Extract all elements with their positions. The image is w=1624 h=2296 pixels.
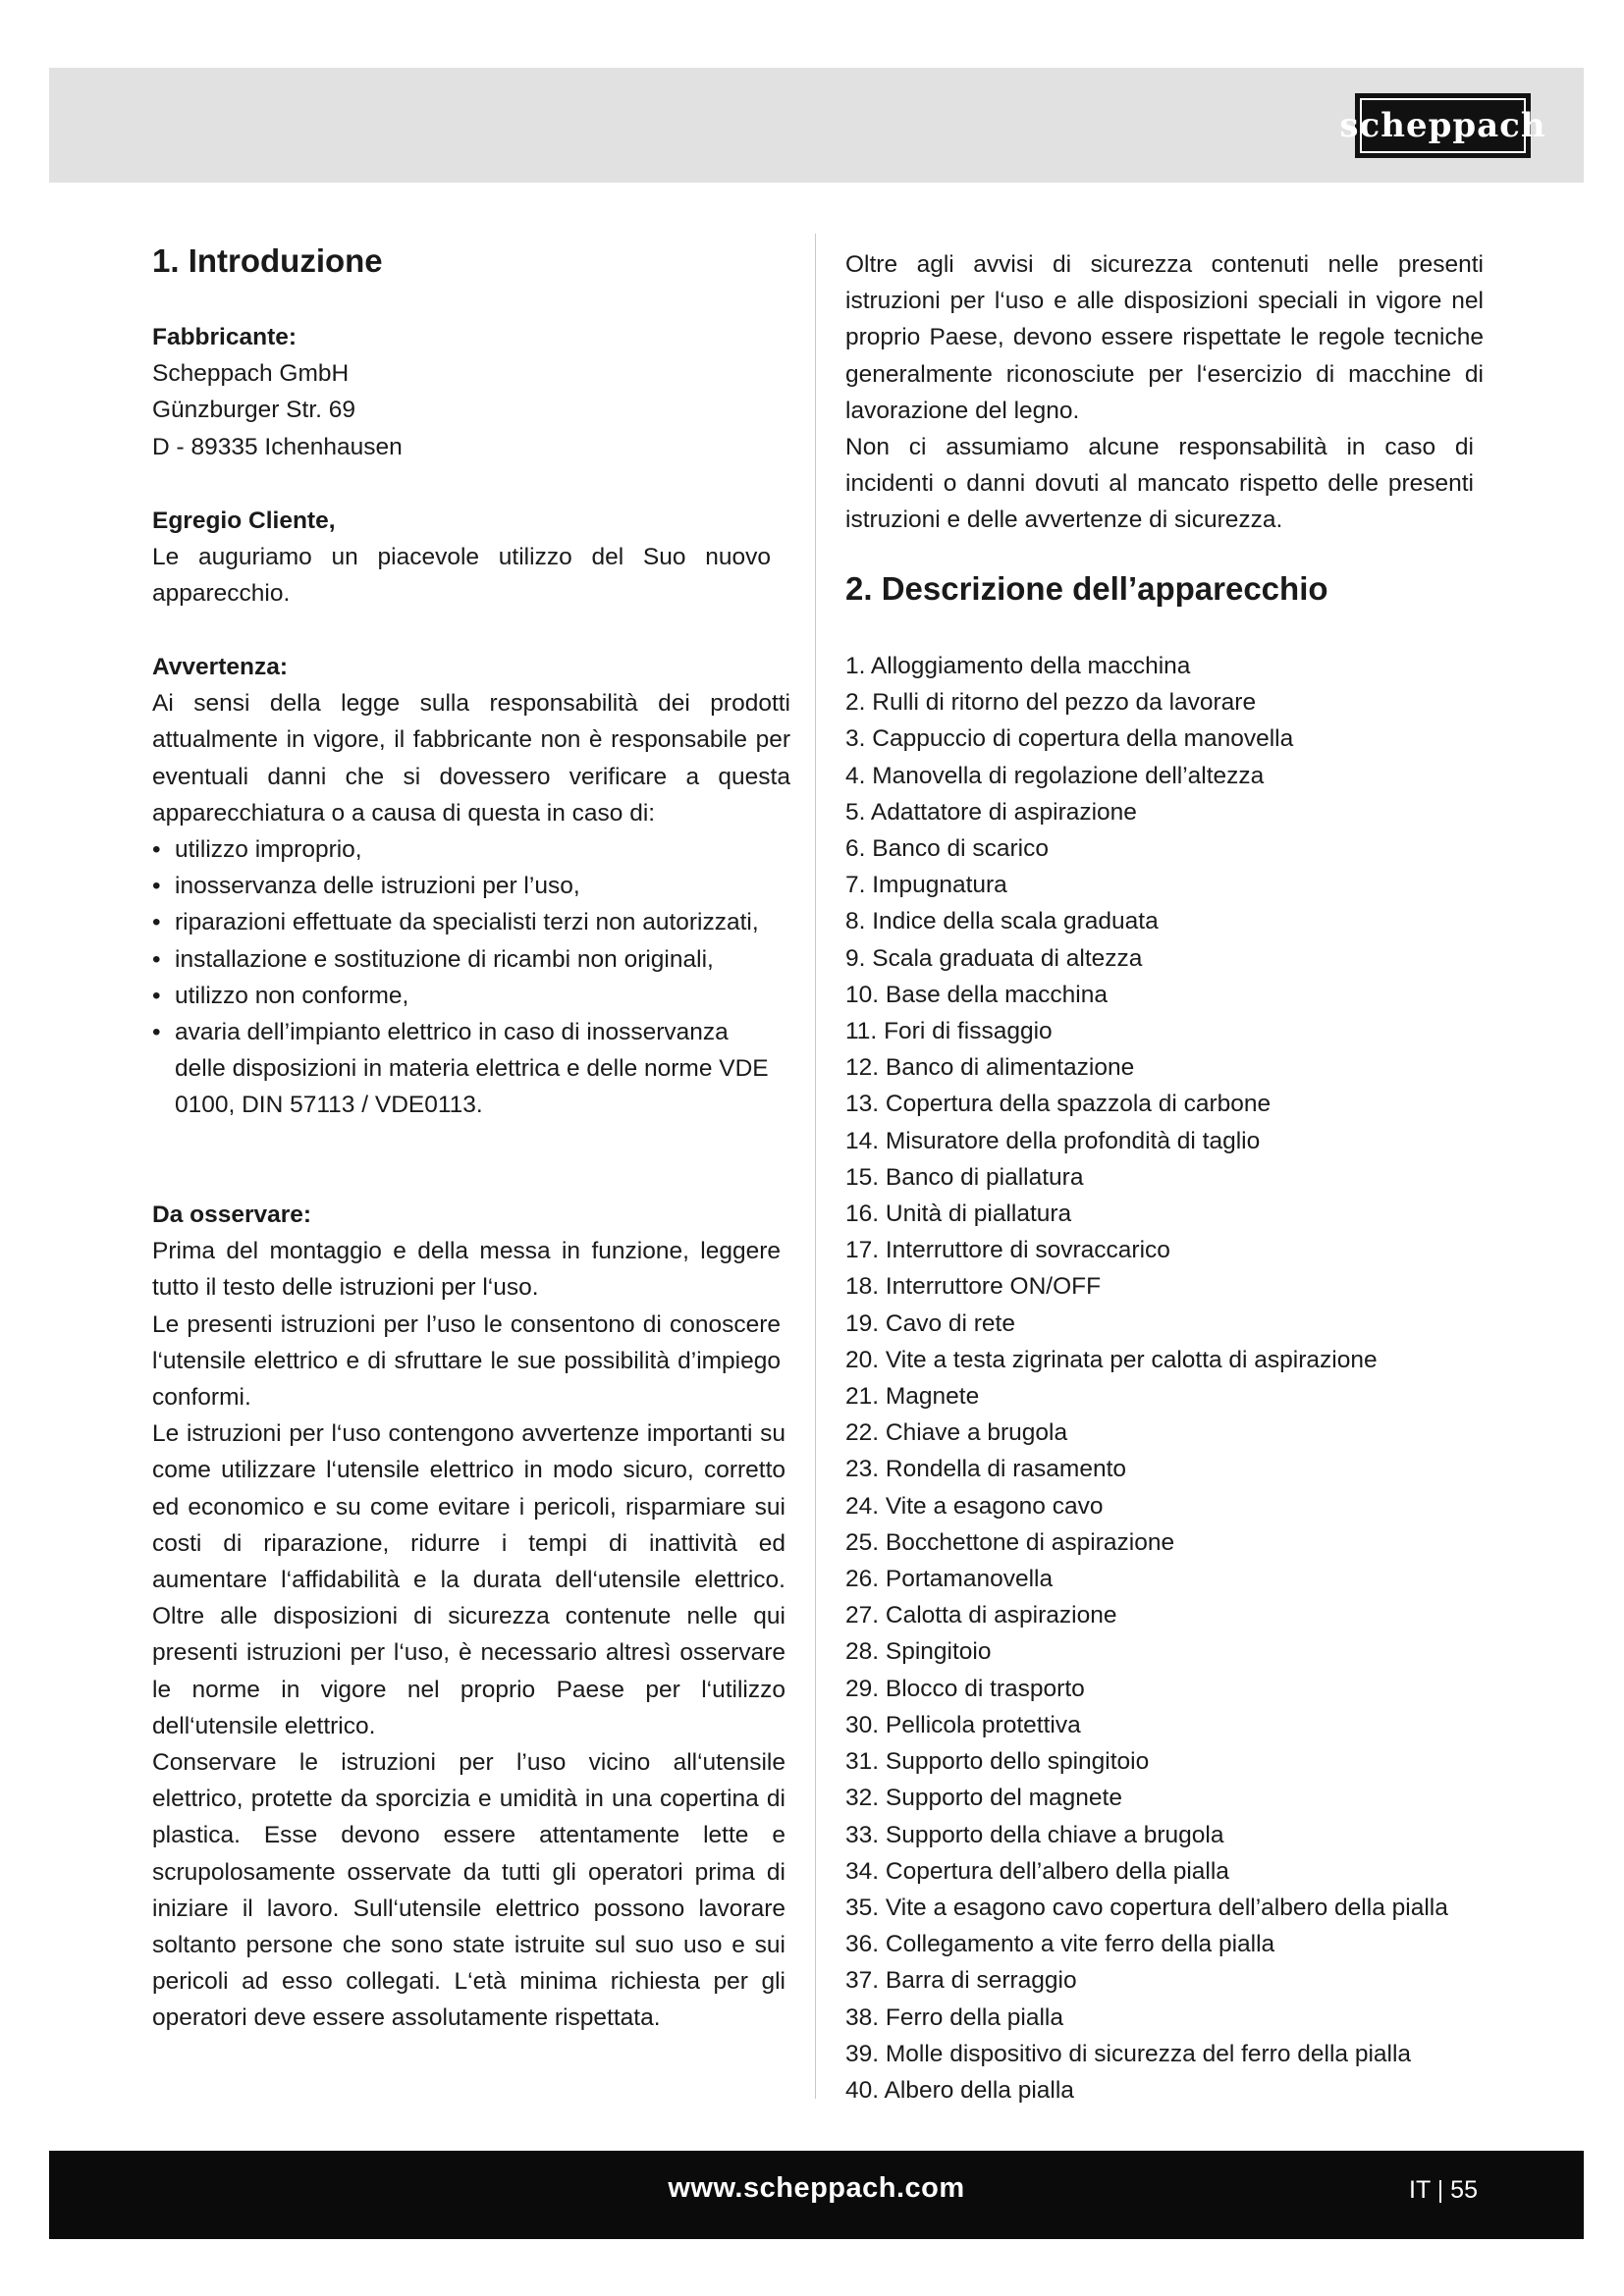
parts-list-item (845, 1524, 1484, 1561)
parts-list-item (845, 1049, 1484, 1086)
parts-list-item (845, 1671, 1484, 1707)
parts-list-item (845, 1342, 1484, 1378)
part-label: Rondella di rasamento (885, 1456, 1127, 1483)
part-number: 10. (845, 981, 880, 1008)
part-label: Cavo di rete (885, 1309, 1015, 1337)
list-item: • utilizzo non conforme, (152, 982, 409, 1009)
parts-list-item (845, 1013, 1484, 1049)
part-label: Chiave a brugola (885, 1419, 1068, 1447)
part-number: 37. (845, 1967, 880, 1995)
part-number: 8. (845, 908, 866, 935)
heading-introduzione: 1. Introduzione (152, 242, 383, 279)
parts-list-item (845, 1707, 1484, 1743)
part-number: 23. (845, 1456, 880, 1483)
part-number: 16. (845, 1201, 880, 1228)
parts-list-item (845, 1597, 1484, 1633)
parts-list-item (845, 1451, 1484, 1487)
part-label: Vite a esagono cavo (885, 1492, 1104, 1520)
footer-website-link[interactable]: www.scheppach.com (668, 2172, 965, 2204)
part-label: Banco di piallatura (885, 1163, 1084, 1191)
part-number: 19. (845, 1309, 880, 1337)
part-label: Manovella di regolazione dell’altezza (872, 762, 1265, 789)
part-label: Calotta di aspirazione (885, 1602, 1117, 1629)
parts-list-item (845, 1817, 1484, 1853)
part-number: 27. (845, 1602, 880, 1629)
part-label: Impugnatura (872, 872, 1007, 899)
part-number: 36. (845, 1931, 880, 1958)
part-label: Scala graduata di altezza (872, 944, 1143, 972)
part-number: 34. (845, 1857, 880, 1885)
part-number: 32. (845, 1785, 880, 1812)
list-item: • inosservanza delle istruzioni per l’uso, (152, 873, 580, 900)
parts-list-item (845, 684, 1484, 721)
part-number: 24. (845, 1492, 880, 1520)
part-label: Bocchettone di aspirazione (885, 1528, 1175, 1556)
observe-label: Da osservare: (152, 1201, 312, 1228)
part-label: Vite a testa zigrinata per calotta di aspirazione (885, 1346, 1378, 1373)
part-label: Interruttore di sovraccarico (885, 1237, 1170, 1264)
part-label: Spingitoio (885, 1638, 992, 1666)
part-number: 30. (845, 1711, 880, 1738)
greeting-text: Le auguriamo un piacevole utilizzo del Suo nuovo apparecchio. (152, 544, 771, 608)
greeting-label: Egregio Cliente, (152, 507, 336, 534)
parts-list-item (845, 721, 1484, 757)
manufacturer-block (152, 319, 790, 465)
part-label: Misuratore della profondità di taglio (885, 1127, 1261, 1154)
parts-list-item (845, 1232, 1484, 1268)
part-number: 38. (845, 2003, 880, 2031)
part-label: Collegamento a vite ferro della pialla (885, 1931, 1275, 1958)
parts-list-item (845, 758, 1484, 794)
part-number: 11. (845, 1018, 878, 1045)
part-label: Alloggiamento della macchina (870, 653, 1191, 679)
intro-text-block (845, 246, 1484, 539)
parts-list-item (845, 830, 1484, 867)
parts-list-item (845, 1268, 1484, 1305)
part-label: Copertura della spazzola di carbone (885, 1091, 1272, 1118)
part-label: Banco di scarico (872, 835, 1050, 863)
part-number: 6. (845, 835, 866, 863)
part-number: 4. (845, 762, 866, 789)
part-label: Banco di alimentazione (885, 1054, 1135, 1082)
parts-list-item (845, 1086, 1484, 1122)
part-number: 7. (845, 872, 866, 899)
parts-list-item (845, 1780, 1484, 1816)
warning-text: Ai sensi della legge sulla responsabilità dei prodotti attualmente in vigore, il fabbricante non è responsabile per eventuali danni che si dovessero verificare a questa apparecchiatura o a causa di questa in caso di: (152, 690, 790, 827)
parts-list-item (845, 1123, 1484, 1159)
greeting-block (152, 503, 790, 613)
observe-paragraph: Le istruzioni per l‘uso contengono avvertenze importanti su come utilizzare l‘utensile elettrico in modo sicuro, corretto ed economico e su come evitare i pericoli, risparmiare sui costi di riparazione, ridurre i tempi di inattività ed aumentare l‘affidabilità e la durata dell‘utensile elettrico. Oltre alle disposizioni di sicurezza contenute nelle qui presenti istruzioni per l‘uso, è necessario altresì osservare le norme in vigore nel proprio Paese per l‘utilizzo dell‘utensile elettrico. (152, 1420, 785, 1739)
parts-list-item (845, 1415, 1484, 1451)
parts-list-item (845, 2072, 1484, 2109)
part-label: Unità di piallatura (885, 1201, 1072, 1228)
manufacturer-line: Günzburger Str. 69 (152, 397, 356, 424)
part-number: 14. (845, 1127, 880, 1154)
warning-label: Avvertenza: (152, 654, 288, 680)
manufacturer-label: Fabbricante: (152, 324, 298, 350)
column-divider (815, 234, 816, 2099)
list-item: • utilizzo improprio, (152, 836, 362, 864)
part-label: Cappuccio di copertura della manovella (872, 725, 1294, 753)
part-number: 18. (845, 1273, 880, 1301)
part-label: Blocco di trasporto (885, 1675, 1085, 1702)
part-label: Ferro della pialla (885, 2003, 1063, 2031)
part-label: Portamanovella (885, 1566, 1054, 1593)
manufacturer-line: D - 89335 Ichenhausen (152, 433, 403, 460)
part-label: Copertura dell’albero della pialla (885, 1857, 1229, 1885)
part-label: Albero della pialla (884, 2076, 1074, 2104)
warning-bullet-list (152, 831, 781, 1124)
parts-list-item (845, 1853, 1484, 1890)
observe-paragraph: Conservare le istruzioni per l’uso vicino all‘utensile elettrico, protette da sporcizia e umidità in una copertina di plastica. Esse devono essere attentamente lette e scrupolosamente osservate da tutti gli operatori prima di iniziare il lavoro. Sull‘utensile elettrico possono lavorare soltanto persone che sono state istruite sul suo uso e sui pericoli ad esso collegati. L‘età minima richiesta per gli operatori deve essere assolutamente rispettata. (152, 1749, 785, 2032)
part-number: 17. (845, 1237, 880, 1264)
part-number: 31. (845, 1748, 880, 1776)
part-number: 29. (845, 1675, 880, 1702)
part-label: Supporto dello spingitoio (885, 1748, 1150, 1776)
intro-paragraph: Oltre agli avvisi di sicurezza contenuti nelle presenti istruzioni per l‘uso e alle disposizioni speciali in vigore nel proprio Paese, devono essere rispettate le regole tecniche generalmente riconosciute per l‘esercizio di macchine di lavorazione del legno. (845, 251, 1484, 424)
parts-list (845, 648, 1484, 2109)
list-item: • installazione e sostituzione di ricambi non originali, (152, 945, 714, 973)
parts-list-item (845, 1306, 1484, 1342)
part-number: 39. (845, 2040, 880, 2067)
parts-list-item (845, 903, 1484, 939)
observe-paragraph: Prima del montaggio e della messa in funzione, leggere tutto il testo delle istruzioni per l‘uso. (152, 1238, 781, 1302)
parts-list-item (845, 648, 1484, 684)
observe-block (152, 1197, 790, 2037)
part-number: 13. (845, 1091, 880, 1118)
part-number: 9. (845, 944, 866, 972)
parts-list-item (845, 1633, 1484, 1670)
part-label: Magnete (885, 1383, 980, 1411)
part-label: Rulli di ritorno del pezzo da lavorare (872, 689, 1257, 717)
part-number: 15. (845, 1163, 880, 1191)
parts-list-item (845, 1743, 1484, 1780)
part-label: Base della macchina (885, 981, 1108, 1008)
part-label: Vite a esagono cavo copertura dell’albero della pialla (885, 1894, 1448, 1921)
part-label: Interruttore ON/OFF (885, 1273, 1102, 1301)
parts-list-item (845, 794, 1484, 830)
part-label: Molle dispositivo di sicurezza del ferro della pialla (885, 2040, 1412, 2067)
part-label: Barra di serraggio (885, 1967, 1077, 1995)
parts-list-item (845, 1488, 1484, 1524)
parts-list-item (845, 940, 1484, 977)
parts-list-item (845, 1561, 1484, 1597)
part-number: 25. (845, 1528, 880, 1556)
heading-descrizione: 2. Descrizione dell’apparecchio (845, 570, 1328, 607)
part-number: 21. (845, 1383, 880, 1411)
parts-list-item (845, 1962, 1484, 1999)
parts-list-item (845, 977, 1484, 1013)
warning-block (152, 649, 790, 1124)
manufacturer-line: Scheppach GmbH (152, 360, 350, 388)
part-label: Supporto del magnete (885, 1785, 1122, 1812)
part-label: Fori di fissaggio (884, 1018, 1053, 1045)
part-number: 40. (845, 2076, 880, 2104)
part-number: 5. (845, 798, 866, 826)
parts-list-item (845, 1926, 1484, 1962)
part-number: 33. (845, 1821, 880, 1848)
parts-list-item (845, 1378, 1484, 1415)
part-number: 35. (845, 1894, 880, 1921)
part-number: 1. (845, 653, 866, 679)
part-label: Indice della scala graduata (872, 908, 1159, 935)
part-label: Pellicola protettiva (885, 1711, 1081, 1738)
scheppach-logo: scheppach (1355, 93, 1531, 158)
part-label: Supporto della chiave a brugola (885, 1821, 1224, 1848)
parts-list-item (845, 2000, 1484, 2036)
parts-list-item (845, 1159, 1484, 1196)
parts-list-item (845, 1196, 1484, 1232)
part-label: Adattatore di aspirazione (870, 798, 1137, 826)
parts-list-item (845, 1890, 1484, 1926)
part-number: 28. (845, 1638, 880, 1666)
page-number: IT | 55 (1409, 2176, 1478, 2204)
part-number: 26. (845, 1566, 880, 1593)
list-item: • avaria dell’impianto elettrico in caso di inosservanza delle disposizioni in materia elettrica e delle norme VDE 0100, DIN 57113 / VDE0113. (152, 1019, 769, 1119)
footer-band (49, 2151, 1584, 2239)
part-number: 20. (845, 1346, 880, 1373)
parts-list-item (845, 867, 1484, 903)
observe-paragraph: Le presenti istruzioni per l’uso le consentono di conoscere l‘utensile elettrico e di sfruttare le sue possibilità d’impiego conformi. (152, 1310, 781, 1412)
parts-list-item (845, 2036, 1484, 2072)
list-item: • riparazioni effettuate da specialisti terzi non autorizzati, (152, 909, 759, 936)
part-number: 12. (845, 1054, 880, 1082)
part-number: 3. (845, 725, 866, 753)
part-number: 22. (845, 1419, 880, 1447)
part-number: 2. (845, 689, 866, 717)
intro-paragraph: Non ci assumiamo alcune responsabilità in caso di incidenti o danni dovuti al mancato rispetto delle presenti istruzioni e delle avvertenze di sicurezza. (845, 434, 1474, 534)
